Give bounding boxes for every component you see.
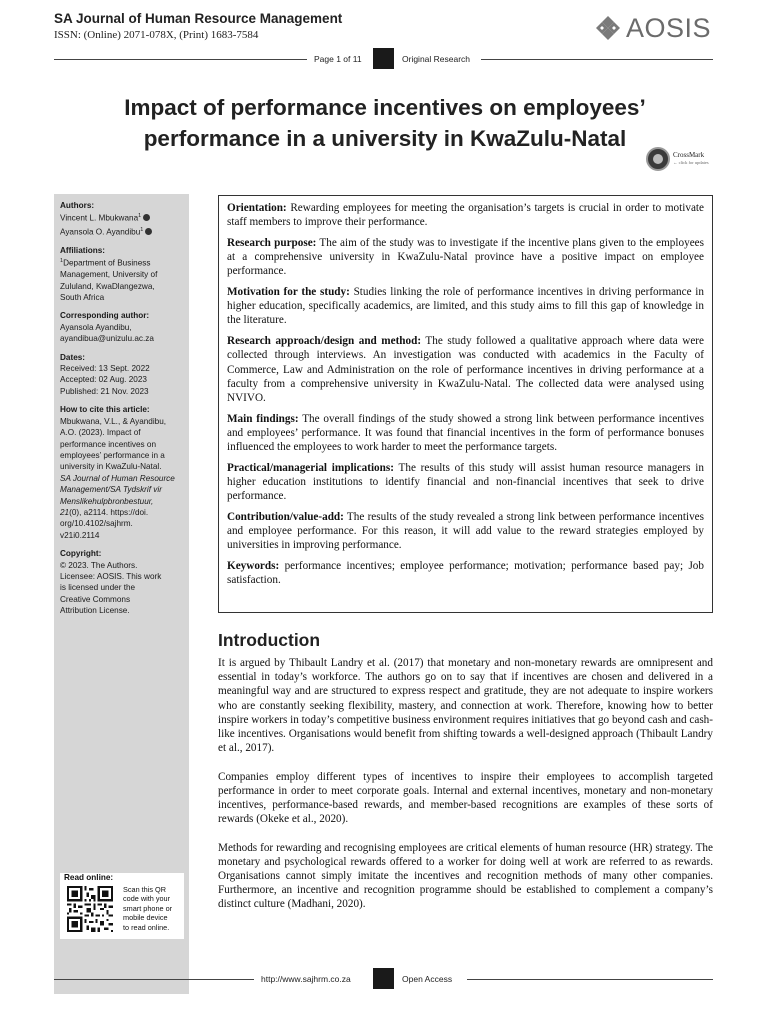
aosis-logo-icon (594, 15, 622, 41)
date-received: Received: 13 Sept. 2022 (60, 364, 150, 374)
abstract-item: Motivation for the study: Studies linking the role of performance incentives in driving performance in higher education, specifically academics, are limited, and this study aims to fill this gap of knowledge in the literature. (227, 286, 704, 327)
cite-doi[interactable]: org/10.4102/sajhrm. (60, 519, 133, 529)
abstract-box (218, 195, 713, 613)
issn: ISSN: (Online) 2071-078X, (Print) 1683-7584 (54, 29, 259, 41)
article-type: Original Research (402, 54, 471, 64)
author-1[interactable]: Vincent L. Mbukwana$^1$ (60, 211, 183, 224)
body-paragraph: It is argued by Thibault Landry et al. (2017) that monetary and non-monetary rewards are omnipresent and essential in today’s workforce. The authors go on to say that if incentives are chosen and delivered in a meaningful way and are structured to express respect and gratitude, they are not adequate to inspire workers who are constantly seeking flexibility, mastery, and connection at work. Therefore, knowing how to better inspire workers in today’s competitive business environment requires initiatives that go beyond cash and cash-like incentives. Organisations would benefit from shifting towards a well-designed approach (Thibault Landry et al., 2017). (218, 657, 713, 755)
title-line-1: Impact of performance incentives on employees’ (124, 95, 646, 120)
dates-block (60, 352, 183, 398)
orcid-icon[interactable] (145, 228, 152, 235)
footer-access: Open Access (402, 974, 453, 984)
publisher-logo[interactable] (594, 14, 711, 42)
copyright-block: Copyright: © 2023. The Authors. Licensee: AOSIS. This work is licensed under the Creative Commons Attribution License. (60, 548, 183, 616)
read-online-instructions: Scan this QR code with your smart phone or mobile device to read online. (123, 885, 173, 932)
orcid-icon[interactable] (143, 214, 150, 221)
crossmark-badge[interactable] (646, 147, 709, 171)
author-2[interactable]: Ayansola O. Ayandibu$^1$ (60, 225, 183, 238)
crossmark-label: CrossMark (673, 151, 705, 159)
body-paragraph: Methods for rewarding and recognising employees are critical elements of human resource (HR) strategy. The monetary and psychological rewards offered to a worker for doing well at work are referred to as rewards. Organisations cannot simply imitate the incentives and recognition methods of many other companies. Furthermore, an incentive and recognition programme should be established to complement a company’s distinct culture (Madhani, 2020). (218, 841, 713, 911)
affiliations-block: Affiliations: $^1$Department of Business Management, University of Zululand, KwaDlangezwa, South Africa (60, 245, 183, 304)
abstract-item: Orientation: Rewarding employees for meeting the organisation’s targets is crucial in order to motivate staff members to improve their performance. (227, 202, 704, 229)
footer-url[interactable]: http://www.sajhrm.co.za (261, 974, 351, 984)
abstract-item: Practical/managerial implications: The results of this study will assist human resource managers in higher education institutions to identify financial and non-financial incentives that seek to drive performance. (227, 461, 704, 503)
header-rule-left (54, 59, 307, 60)
abstract-keywords: Keywords: performance incentives; employee performance; motivation; performance based pay; Job satisfaction. (227, 559, 704, 587)
header-rule-right (481, 59, 713, 60)
copyright-head: Copyright: (60, 549, 102, 559)
journal-title: SA Journal of Human Resource Management (54, 11, 343, 26)
footer-rule-left (54, 979, 254, 980)
abstract-item: Contribution/value-add: The results of the study revealed a strong link between performance incentives and employee performance. For this reason, it will add value to the reward strategies employed by universities in improving performance. (227, 510, 704, 552)
footer-block (373, 968, 394, 989)
abstract-item: Research approach/design and method: The study followed a qualitative approach where data were collected through interviews. An investigation was conducted with academics in the Faculty of Commerce, Law and Administration on the role of performance incentives in driving performance at a faculty from a comprehensive university in KwaZulu-Natal. The collected data were analysed using NVIVO. (227, 335, 704, 404)
qr-code-icon[interactable] (67, 886, 113, 932)
header-block (373, 48, 394, 69)
corresponding-name: Ayansola Ayandibu, (60, 322, 132, 332)
section-heading: Introduction (218, 630, 321, 650)
affiliations-head: Affiliations: (60, 245, 106, 255)
abstract-item: Research purpose: The aim of the study was to investigate if the incentive plans given to the employees at a comprehensive university in KwaZulu-Natal province have a positive impact on employee performance. (227, 236, 704, 278)
page-label: Page 1 of 11 (314, 54, 362, 64)
date-published: Published: 21 Nov. 2023 (60, 386, 149, 396)
body-paragraph: Companies employ different types of incentives to inspire their employees to accomplish targeted performance in order to meet corporate goals. Internal and external incentives, monetary and non-monetary incentives, performance-based rewards, and member-based recognitions are examples of these sorts of rewards (Okeke et al., 2020). (218, 770, 713, 826)
cite-head: How to cite this article: (60, 405, 150, 415)
date-accepted: Accepted: 02 Aug. 2023 (60, 375, 147, 385)
authors-block (60, 200, 183, 238)
title-line-2: performance in a university in KwaZulu-Natal (143, 126, 627, 151)
corresponding-head: Corresponding author: (60, 311, 150, 321)
read-online-head: Read online: (64, 873, 114, 882)
article-title (80, 92, 690, 154)
citation-block: How to cite this article: Mbukwana, V.L., & Ayandibu, A.O. (2023). Impact of performance incentives on employees’ performance in a university in KwaZulu-Natal. SA Journal of Human Resource Management/SA Tydskrif vir Menslikehulpbronbestuur, 21(0), a2114. https://doi. org/10.4102/sajhrm. v21i0.2114 (60, 404, 183, 541)
abstract-item: Main findings: The overall findings of the study showed a strong link between performance incentives and employees’ performance. It was found that financial incentives in the form of performance bonuses influenced the employees to work harder to meet the performance targets. (227, 412, 705, 454)
logo-text: AOSIS (626, 12, 712, 43)
read-online-box (60, 873, 184, 939)
crossmark-sub: ← click for updates (673, 160, 709, 165)
dates-head: Dates: (60, 352, 86, 362)
body-text (218, 656, 713, 926)
corresponding-email[interactable]: ayandibua@unizulu.ac.za (60, 334, 154, 344)
corresponding-block (60, 310, 183, 344)
crossmark-icon (646, 147, 670, 171)
footer-rule-right (467, 979, 713, 980)
authors-head: Authors: (60, 201, 95, 210)
